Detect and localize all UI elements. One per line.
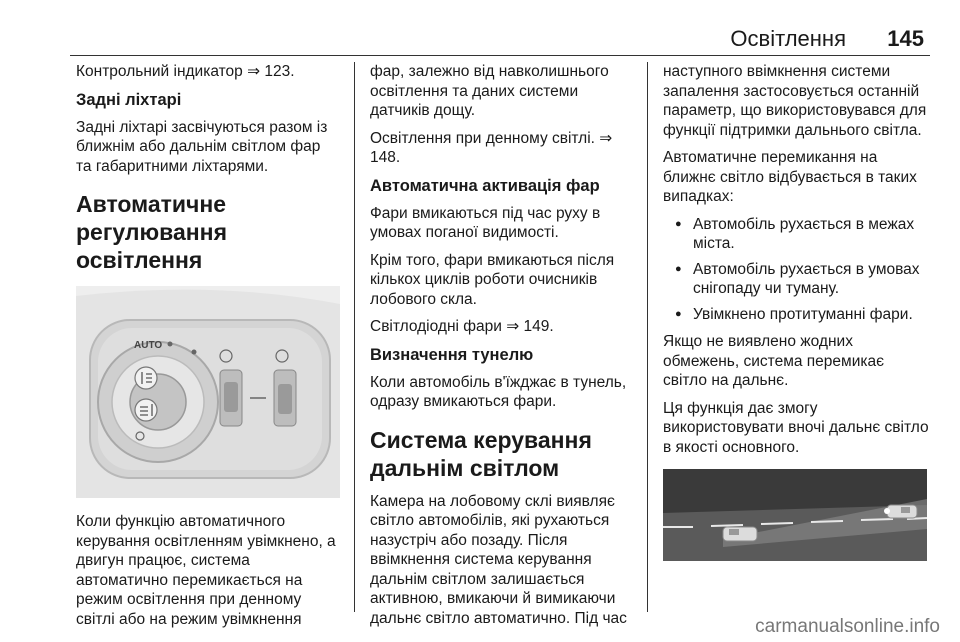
column-divider-2 xyxy=(647,62,648,612)
col2-paragraph-3: Фари вмикаються під час руху в умовах поганої видимості. xyxy=(370,204,601,241)
led-reference: Світлодіодні фари ⇒ 149. xyxy=(370,318,554,335)
auto-lighting-heading: Автоматичне регулювання освітлення xyxy=(76,191,227,273)
column-3 xyxy=(663,62,931,561)
auto-label: AUTO xyxy=(134,340,163,351)
tunnel-text: Коли автомобіль в'їжджає в тунель, одразу вмикаються фари. xyxy=(370,373,627,410)
col2-paragraph-4: Крім того, фари вмикаються після кількох циклів роботи очисників лобового скла. xyxy=(370,251,615,308)
header-rule xyxy=(70,55,930,56)
auto-activation-heading: Автоматична активація фар xyxy=(370,176,600,195)
high-beam-system-heading: Система керування дальнім світлом xyxy=(370,426,592,481)
column-divider-1 xyxy=(354,62,355,612)
col2-paragraph-1: фар, залежно від навколишнього освітлення та даних системи датчиків дощу. xyxy=(370,63,609,119)
col3-paragraph-4: Ця функція дає змогу використовувати вночі дальнє світло в якості основного. xyxy=(663,399,929,456)
rear-lights-heading: Задні ліхтарі xyxy=(76,90,182,109)
auto-lighting-text: Коли функцію автоматичного керування освітленням увімкнено, а двигун працює, система автоматично перемикається на режим освітлення при денному світлі або на режим увімкнення xyxy=(76,513,336,628)
watermark: carmanualsonline.info xyxy=(755,616,940,637)
high-beam-system-text: Камера на лобовому склі виявляє світло автомобілів, які рухаються назустріч або позаду. Після ввімкнення система керування дальнім світлом залишається активною, вмикаючи й вимикаючи дальнє світло автоматично. Під час xyxy=(370,492,627,627)
column-1 xyxy=(76,62,340,637)
page-title: Освітлення xyxy=(730,26,846,51)
list-item: ● Автомобіль рухається в умовах снігопаду чи туману. xyxy=(663,260,931,299)
col3-paragraph-1: наступного ввімкнення системи запалення застосовується останній параметр, що використовувався для функції підтримки дальнього світла. xyxy=(663,63,927,139)
high-beam-illustration xyxy=(663,469,927,561)
indicator-reference: Контрольний індикатор ⇒ 123. xyxy=(76,63,295,80)
list-item: ● Увімкнено протитуманні фари. xyxy=(663,305,931,325)
low-beam-conditions-list xyxy=(663,215,931,325)
daylight-reference: Освітлення при денному світлі. ⇒ 148. xyxy=(370,129,613,166)
column-2 xyxy=(370,62,638,636)
col3-paragraph-2: Автоматичне перемикання на ближнє світло відбувається в таких випадках: xyxy=(663,149,917,205)
page-number: 145 xyxy=(887,26,924,51)
list-item: ● Автомобіль рухається в межах міста. xyxy=(663,215,931,254)
page-header xyxy=(70,22,930,56)
light-switch-image xyxy=(76,286,340,498)
rear-lights-text: Задні ліхтарі засвічуються разом із ближнім або дальнім світлом фар та габаритними ліхтарями. xyxy=(76,118,328,175)
tunnel-heading: Визначення тунелю xyxy=(370,345,534,364)
col3-paragraph-3: Якщо не виявлено жодних обмежень, система перемикає світло на дальнє. xyxy=(663,333,885,389)
